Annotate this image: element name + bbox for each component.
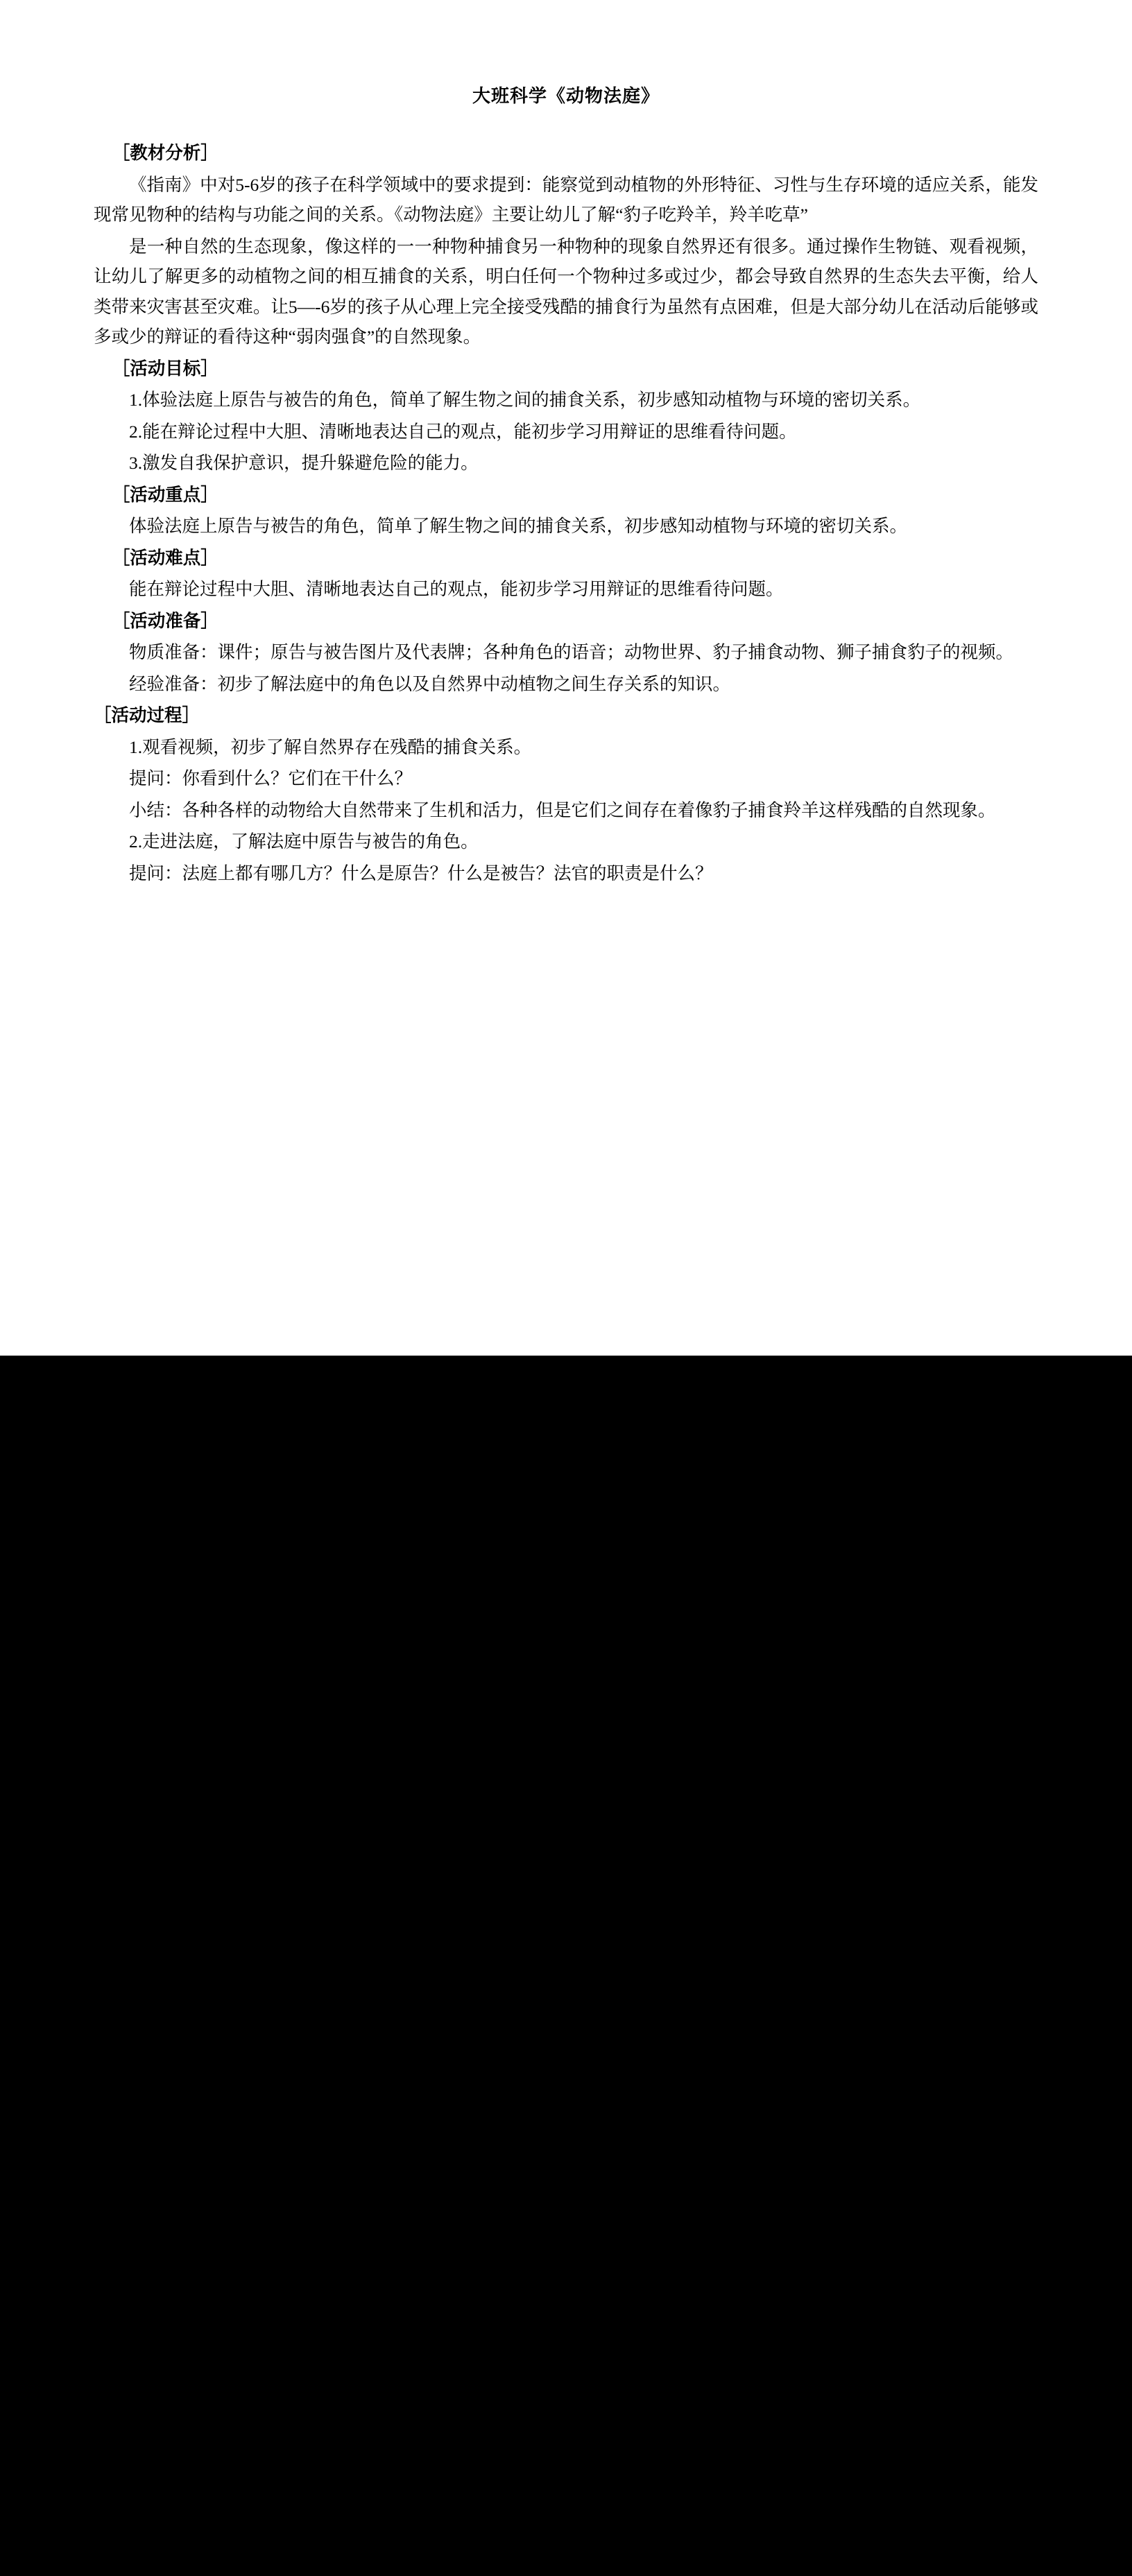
step-2: 2.走进法庭，了解法庭中原告与被告的角色。	[129, 831, 479, 852]
para-analysis-2: 是一种自然的生态现象，像这样的一一种物种捕食另一种物种的现象自然界还有很多。通过操作生物链、观看视频，让幼儿了解更多的动植物之间的相互捕食的关系，明白任何一个物种过多或过少，都会导致自然界的生态失去平衡，给人类带来灾害甚至灾难。让5—-6岁的孩子从心理上完全接受残酷的捕食行为虽然有点困难，但是大部分幼儿在活动后能够或多或少的辩证的看待这种“弱肉强食”的自然现象。	[94, 236, 1038, 347]
prep-material: 物质准备：课件；原告与被告图片及代表牌；各种角色的语音；动物世界、豹子捕食动物、狮子捕食豹子的视频。	[129, 642, 1014, 662]
blackout-region	[0, 1356, 1132, 2576]
step-1-question: 提问：你看到什么？它们在干什么？	[129, 768, 413, 788]
document-paragraphs	[94, 138, 1038, 888]
document-body	[0, 0, 1132, 890]
head-activity-focus: ［活动重点］	[112, 484, 218, 505]
prep-experience: 经验准备：初步了解法庭中的角色以及自然界中动植物之间生存关系的知识。	[129, 673, 731, 694]
goal-3: 3.激发自我保护意识，提升躲避危险的能力。	[129, 453, 479, 473]
head-activity-difficulty: ［活动难点］	[112, 547, 218, 568]
head-activity-process: ［活动过程］	[94, 705, 200, 725]
para-analysis-1: 《指南》中对5-6岁的孩子在科学领域中的要求提到：能察觉到动植物的外形特征、习性与生存环境的适应关系，能发现常见物种的结构与功能之间的关系。《动物法庭》主要让幼儿了解“豹子吃羚羊，羚羊吃草”	[94, 174, 1038, 225]
focus-text: 体验法庭上原告与被告的角色，简单了解生物之间的捕食关系，初步感知动植物与环境的密切关系。	[129, 516, 908, 536]
head-activity-preparation: ［活动准备］	[112, 610, 218, 631]
step-2-question: 提问：法庭上都有哪几方？什么是原告？什么是被告？法官的职责是什么？	[129, 863, 713, 883]
head-activity-goals: ［活动目标］	[112, 358, 218, 379]
difficulty-text: 能在辩论过程中大胆、清晰地表达自己的观点，能初步学习用辩证的思维看待问题。	[129, 579, 784, 599]
head-textbook-analysis: ［教材分析］	[112, 143, 218, 163]
goal-1: 1.体验法庭上原告与被告的角色，简单了解生物之间的捕食关系，初步感知动植物与环境的密切关系。	[129, 390, 921, 410]
goal-2: 2.能在辩论过程中大胆、清晰地表达自己的观点，能初步学习用辩证的思维看待问题。	[129, 421, 797, 442]
step-1-summary: 小结：各种各样的动物给大自然带来了生机和活力，但是它们之间存在着像豹子捕食羚羊这样残酷的自然现象。	[129, 799, 996, 820]
page-title: 大班科学《动物法庭》	[472, 86, 660, 106]
step-1: 1.观看视频，初步了解自然界存在残酷的捕食关系。	[129, 736, 532, 757]
